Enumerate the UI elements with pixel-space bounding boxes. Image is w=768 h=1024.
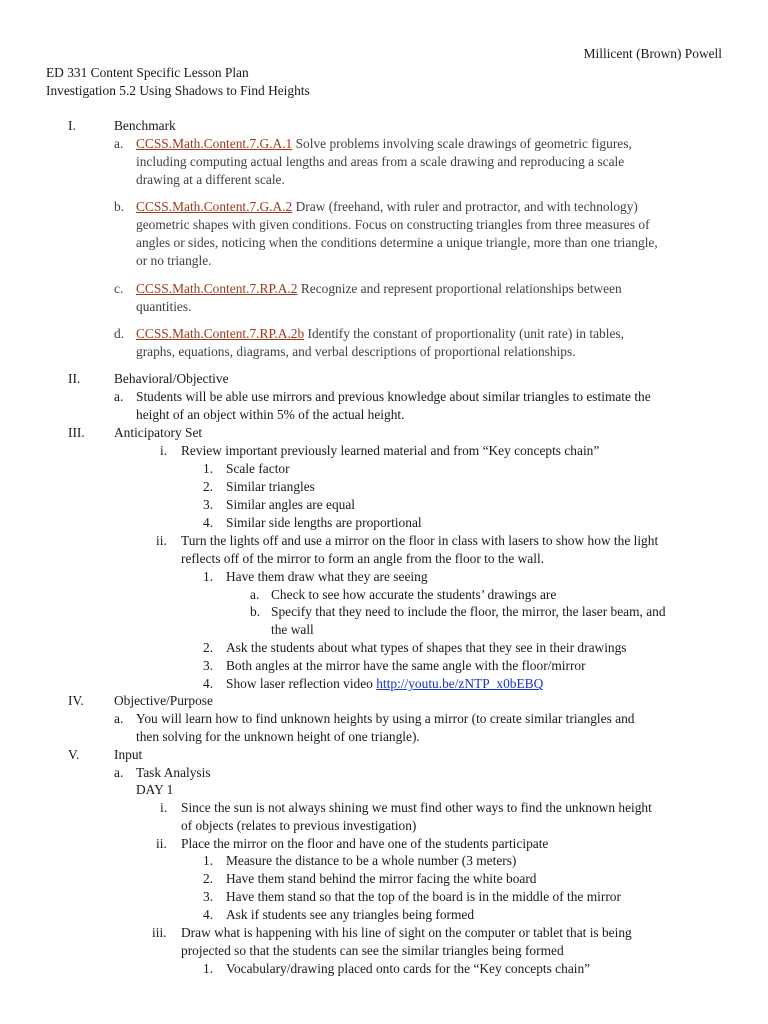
standard-link-7-rp-a-2[interactable]: CCSS.Math.Content.7.RP.A.2 (136, 281, 298, 296)
benchmark-a-line-2: including computing actual lengths and areas from a scale drawing and reproducing a scale (136, 154, 625, 169)
benchmark-b-marker: b. (114, 199, 125, 214)
section-title-behavioral: Behavioral/Objective (114, 371, 229, 386)
list-item: Ask the students about what types of shapes that they see in their drawings (226, 640, 627, 655)
list-item: Show laser reflection video http://youtu.be/zNTP_x0bEBQ (226, 676, 544, 691)
list-marker: 3. (203, 497, 214, 512)
list-item: Measure the distance to be a whole number (3 meters) (226, 853, 517, 868)
sub-marker: b. (250, 604, 261, 619)
anticipatory-ii-line-2: reflects off of the mirror to form an angle from the floor to the wall. (181, 551, 545, 566)
input-i-line-1: Since the sun is not always shining we must find other ways to find the unknown height (181, 800, 652, 815)
laser-video-link[interactable]: http://youtu.be/zNTP_x0bEBQ (376, 676, 544, 691)
section-marker-v: V. (68, 747, 80, 762)
list-item: Have them stand so that the top of the board is in the middle of the mirror (226, 889, 621, 904)
list-marker: 2. (203, 479, 214, 494)
task-analysis-label: Task Analysis (136, 765, 211, 780)
input-i-marker: i. (160, 800, 168, 815)
benchmark-a-line-3: drawing at a different scale. (136, 172, 285, 187)
benchmark-b-line-4: or no triangle. (136, 253, 212, 268)
standard-link-7-g-a-1[interactable]: CCSS.Math.Content.7.G.A.1 (136, 136, 293, 151)
benchmark-d-line-2: graphs, equations, diagrams, and verbal descriptions of proportional relationships. (136, 344, 576, 359)
standard-link-7-g-a-2[interactable]: CCSS.Math.Content.7.G.A.2 (136, 199, 293, 214)
list-item: Have them stand behind the mirror facing the white board (226, 871, 537, 886)
benchmark-a-line-1: CCSS.Math.Content.7.G.A.1 Solve problems involving scale drawings of geometric figures, (136, 136, 632, 151)
section-marker-iv: IV. (68, 693, 84, 708)
objective-a-marker: a. (114, 711, 124, 726)
list-marker: 3. (203, 658, 214, 673)
anticipatory-ii-line-1: Turn the lights off and use a mirror on the floor in class with lasers to show how the light (181, 533, 659, 548)
investigation-title: Investigation 5.2 Using Shadows to Find Heights (46, 83, 310, 98)
input-iii-marker: iii. (152, 925, 167, 940)
list-item: Vocabulary/drawing placed onto cards for the “Key concepts chain” (226, 961, 591, 976)
list-item: Scale factor (226, 461, 290, 476)
list-marker: 4. (203, 515, 214, 530)
benchmark-a-marker: a. (114, 136, 124, 151)
sub-item: Check to see how accurate the students’ drawings are (271, 587, 557, 602)
benchmark-b-line-2: geometric shapes with given conditions. Focus on constructing triangles from three measures of (136, 217, 650, 232)
list-item: Similar triangles (226, 479, 315, 494)
benchmark-b-line-1: CCSS.Math.Content.7.G.A.2 Draw (freehand, with ruler and protractor, and with technology) (136, 199, 638, 214)
behavioral-line-2: height of an object within 5% of the actual height. (136, 407, 405, 422)
objective-line-2: then solving for the unknown height of one triangle). (136, 729, 420, 744)
section-title-objective: Objective/Purpose (114, 693, 213, 708)
sub-item: Specify that they need to include the floor, the mirror, the laser beam, and (271, 604, 666, 619)
list-marker: 1. (203, 569, 214, 584)
list-marker: 1. (203, 961, 214, 976)
benchmark-c-line-2: quantities. (136, 299, 192, 314)
standard-link-7-rp-a-2b[interactable]: CCSS.Math.Content.7.RP.A.2b (136, 326, 305, 341)
input-iii-line-2: projected so that the students can see the similar triangles being formed (181, 943, 564, 958)
author-name: Millicent (Brown) Powell (583, 46, 722, 61)
input-i-line-2: of objects (relates to previous investigation) (181, 818, 417, 833)
anticipatory-ii-marker: ii. (156, 533, 167, 548)
list-item: Both angles at the mirror have the same angle with the floor/mirror (226, 658, 586, 673)
input-ii-marker: ii. (156, 836, 167, 851)
section-marker-i: I. (68, 118, 76, 133)
benchmark-d-marker: d. (114, 326, 125, 341)
section-title-anticipatory: Anticipatory Set (114, 425, 203, 440)
anticipatory-i-text: Review important previously learned material and from “Key concepts chain” (181, 443, 600, 458)
list-marker: 2. (203, 640, 214, 655)
day-label: DAY 1 (136, 782, 174, 797)
list-item: Have them draw what they are seeing (226, 569, 428, 584)
list-marker: 1. (203, 461, 214, 476)
benchmark-b-line-3: angles or sides, noticing when the conditions determine a unique triangle, more than one triangle, (136, 235, 658, 250)
benchmark-d-line-1: CCSS.Math.Content.7.RP.A.2b Identify the constant of proportionality (unit rate) in tables, (136, 326, 624, 341)
sub-item: the wall (271, 622, 314, 637)
list-marker: 2. (203, 871, 214, 886)
list-item: Similar side lengths are proportional (226, 515, 422, 530)
benchmark-c-line-1: CCSS.Math.Content.7.RP.A.2 Recognize and represent proportional relationships between (136, 281, 622, 296)
sub-marker: a. (250, 587, 260, 602)
list-marker: 4. (203, 676, 214, 691)
anticipatory-i-marker: i. (160, 443, 168, 458)
objective-line-1: You will learn how to find unknown heights by using a mirror (to create similar triangles and (136, 711, 635, 726)
section-title-benchmark: Benchmark (114, 118, 176, 133)
section-marker-iii: III. (68, 425, 85, 440)
task-marker: a. (114, 765, 124, 780)
course-title: ED 331 Content Specific Lesson Plan (46, 65, 249, 80)
behavioral-line-1: Students will be able use mirrors and previous knowledge about similar triangles to estimate the (136, 389, 651, 404)
input-iii-line-1: Draw what is happening with his line of sight on the computer or tablet that is being (181, 925, 632, 940)
behavioral-a-marker: a. (114, 389, 124, 404)
section-title-input: Input (114, 747, 143, 762)
list-item: Ask if students see any triangles being formed (226, 907, 475, 922)
section-marker-ii: II. (68, 371, 81, 386)
list-marker: 4. (203, 907, 214, 922)
list-item: Similar angles are equal (226, 497, 356, 512)
list-marker: 3. (203, 889, 214, 904)
input-ii-text: Place the mirror on the floor and have one of the students participate (181, 836, 549, 851)
benchmark-c-marker: c. (114, 281, 124, 296)
list-marker: 1. (203, 853, 214, 868)
